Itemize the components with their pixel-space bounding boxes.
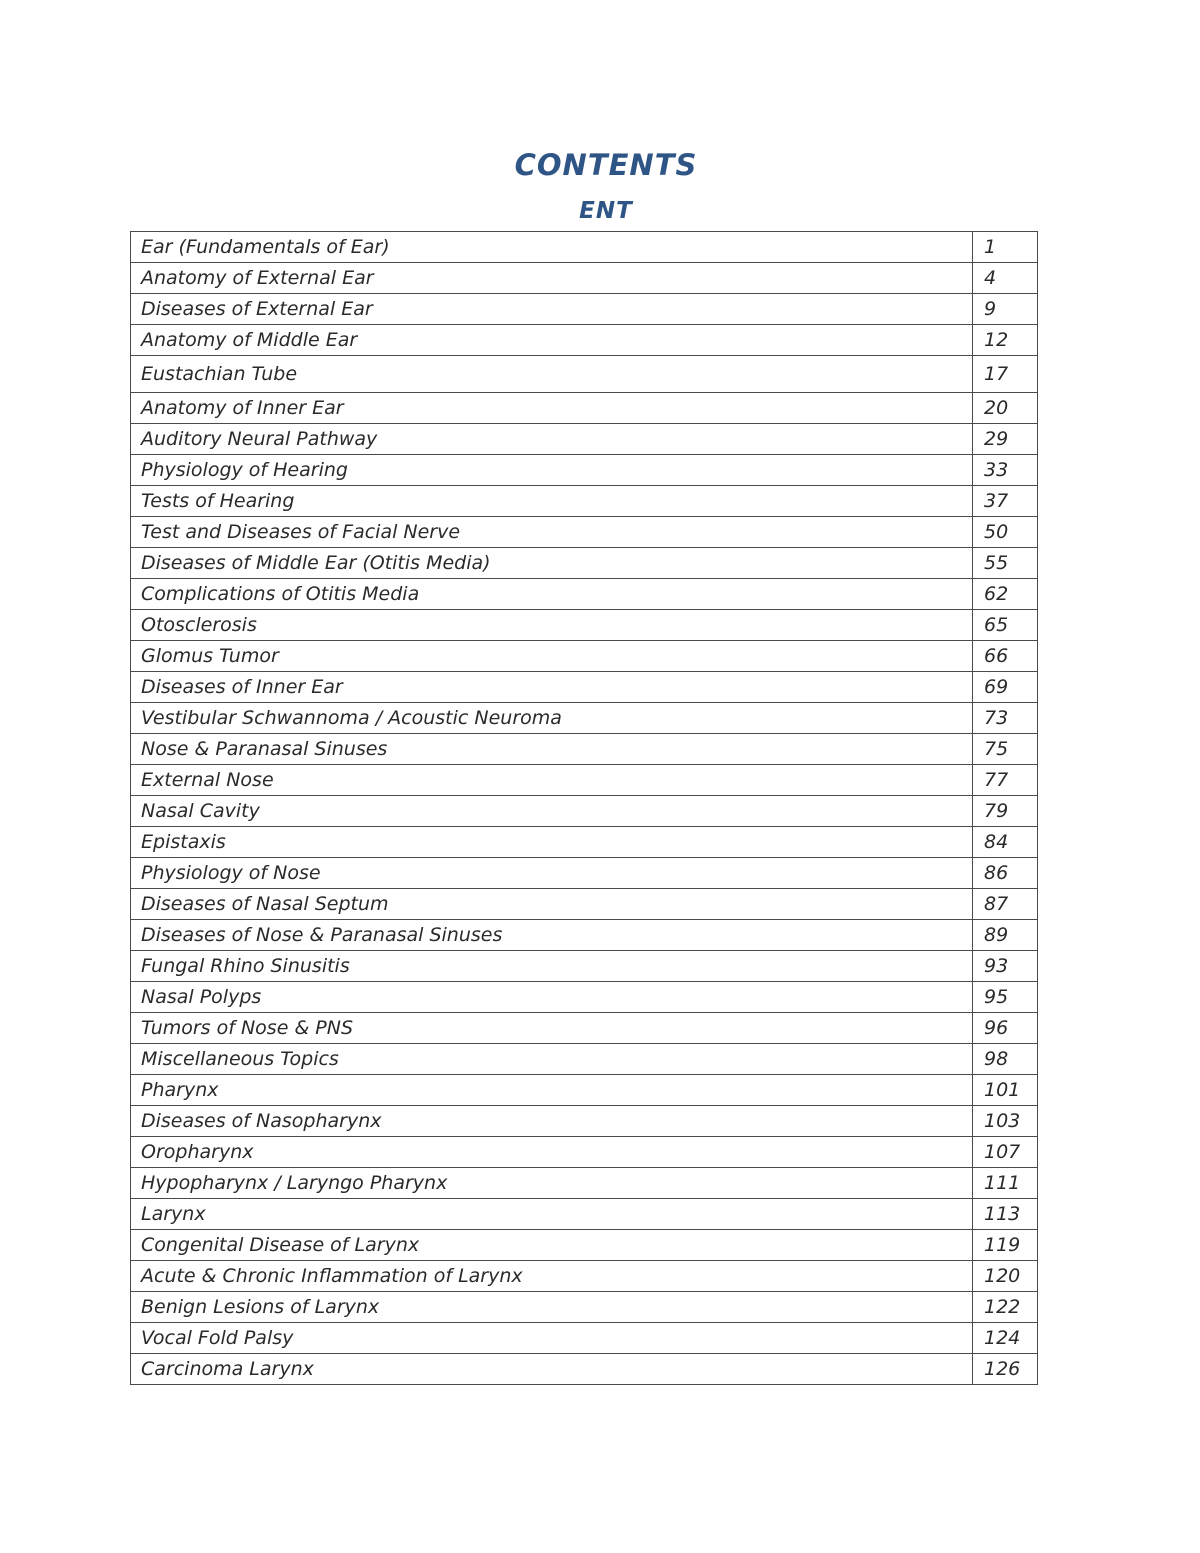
table-row (131, 1230, 1038, 1261)
topic-cell: Otosclerosis (131, 610, 973, 641)
page-number-cell: 62 (973, 579, 1038, 610)
table-row (131, 765, 1038, 796)
table-row (131, 1354, 1038, 1385)
table-row (131, 294, 1038, 325)
table-row (131, 1168, 1038, 1199)
topic-cell: Ear (Fundamentals of Ear) (131, 232, 973, 263)
table-row (131, 920, 1038, 951)
page-number-cell: 29 (973, 424, 1038, 455)
page-number-cell: 73 (973, 703, 1038, 734)
page-number-cell: 107 (973, 1137, 1038, 1168)
contents-table (130, 231, 1038, 1385)
table-row (131, 672, 1038, 703)
topic-cell: Auditory Neural Pathway (131, 424, 973, 455)
page-number-cell: 87 (973, 889, 1038, 920)
page-number-cell: 17 (973, 356, 1038, 393)
topic-cell: External Nose (131, 765, 973, 796)
topic-cell: Diseases of Nasopharynx (131, 1106, 973, 1137)
table-row (131, 548, 1038, 579)
topic-cell: Eustachian Tube (131, 356, 973, 393)
topic-cell: Complications of Otitis Media (131, 579, 973, 610)
page-number-cell: 9 (973, 294, 1038, 325)
page-number-cell: 33 (973, 455, 1038, 486)
table-row (131, 455, 1038, 486)
topic-cell: Diseases of Nose & Paranasal Sinuses (131, 920, 973, 951)
page-number-cell: 79 (973, 796, 1038, 827)
topic-cell: Oropharynx (131, 1137, 973, 1168)
table-row (131, 827, 1038, 858)
topic-cell: Physiology of Nose (131, 858, 973, 889)
table-row (131, 393, 1038, 424)
table-row (131, 486, 1038, 517)
table-row (131, 356, 1038, 393)
page-number-cell: 119 (973, 1230, 1038, 1261)
table-row (131, 889, 1038, 920)
table-row (131, 1292, 1038, 1323)
page-number-cell: 77 (973, 765, 1038, 796)
topic-cell: Nasal Cavity (131, 796, 973, 827)
topic-cell: Diseases of Inner Ear (131, 672, 973, 703)
page-number-cell: 120 (973, 1261, 1038, 1292)
topic-cell: Test and Diseases of Facial Nerve (131, 517, 973, 548)
topic-cell: Diseases of External Ear (131, 294, 973, 325)
page-number-cell: 111 (973, 1168, 1038, 1199)
page-number-cell: 4 (973, 263, 1038, 294)
topic-cell: Tests of Hearing (131, 486, 973, 517)
table-row (131, 982, 1038, 1013)
table-row (131, 325, 1038, 356)
page-number-cell: 103 (973, 1106, 1038, 1137)
topic-cell: Vocal Fold Palsy (131, 1323, 973, 1354)
table-row (131, 263, 1038, 294)
page-number-cell: 84 (973, 827, 1038, 858)
topic-cell: Vestibular Schwannoma / Acoustic Neuroma (131, 703, 973, 734)
table-row (131, 641, 1038, 672)
page-number-cell: 12 (973, 325, 1038, 356)
table-row (131, 610, 1038, 641)
page-number-cell: 113 (973, 1199, 1038, 1230)
topic-cell: Fungal Rhino Sinusitis (131, 951, 973, 982)
topic-cell: Diseases of Middle Ear (Otitis Media) (131, 548, 973, 579)
page-number-cell: 122 (973, 1292, 1038, 1323)
page-number-cell: 98 (973, 1044, 1038, 1075)
page-number-cell: 1 (973, 232, 1038, 263)
table-row (131, 424, 1038, 455)
table-row (131, 1261, 1038, 1292)
table-row (131, 796, 1038, 827)
page-number-cell: 126 (973, 1354, 1038, 1385)
page-number-cell: 69 (973, 672, 1038, 703)
topic-cell: Anatomy of Middle Ear (131, 325, 973, 356)
topic-cell: Physiology of Hearing (131, 455, 973, 486)
table-row (131, 1044, 1038, 1075)
table-row (131, 517, 1038, 548)
table-row (131, 858, 1038, 889)
table-row (131, 1323, 1038, 1354)
table-row (131, 1106, 1038, 1137)
topic-cell: Anatomy of External Ear (131, 263, 973, 294)
page-number-cell: 96 (973, 1013, 1038, 1044)
topic-cell: Larynx (131, 1199, 973, 1230)
page-number-cell: 101 (973, 1075, 1038, 1106)
page-number-cell: 37 (973, 486, 1038, 517)
topic-cell: Congenital Disease of Larynx (131, 1230, 973, 1261)
topic-cell: Nose & Paranasal Sinuses (131, 734, 973, 765)
page-number-cell: 95 (973, 982, 1038, 1013)
topic-cell: Miscellaneous Topics (131, 1044, 973, 1075)
table-row (131, 703, 1038, 734)
page-number-cell: 55 (973, 548, 1038, 579)
topic-cell: Epistaxis (131, 827, 973, 858)
page-number-cell: 89 (973, 920, 1038, 951)
topic-cell: Diseases of Nasal Septum (131, 889, 973, 920)
topic-cell: Tumors of Nose & PNS (131, 1013, 973, 1044)
contents-table-body (131, 232, 1038, 1385)
page-number-cell: 124 (973, 1323, 1038, 1354)
topic-cell: Benign Lesions of Larynx (131, 1292, 973, 1323)
topic-cell: Hypopharynx / Laryngo Pharynx (131, 1168, 973, 1199)
page-title: CONTENTS (514, 148, 698, 182)
table-row (131, 734, 1038, 765)
topic-cell: Glomus Tumor (131, 641, 973, 672)
table-row (131, 1199, 1038, 1230)
topic-cell: Anatomy of Inner Ear (131, 393, 973, 424)
page-number-cell: 65 (973, 610, 1038, 641)
page-number-cell: 75 (973, 734, 1038, 765)
topic-cell: Acute & Chronic Inflammation of Larynx (131, 1261, 973, 1292)
table-row (131, 1013, 1038, 1044)
page-number-cell: 66 (973, 641, 1038, 672)
table-row (131, 579, 1038, 610)
table-row (131, 232, 1038, 263)
table-row (131, 1137, 1038, 1168)
page-number-cell: 50 (973, 517, 1038, 548)
page-number-cell: 20 (973, 393, 1038, 424)
table-row (131, 1075, 1038, 1106)
topic-cell: Nasal Polyps (131, 982, 973, 1013)
topic-cell: Carcinoma Larynx (131, 1354, 973, 1385)
page-number-cell: 86 (973, 858, 1038, 889)
table-row (131, 951, 1038, 982)
page-number-cell: 93 (973, 951, 1038, 982)
topic-cell: Pharynx (131, 1075, 973, 1106)
section-title: ENT (579, 198, 633, 224)
